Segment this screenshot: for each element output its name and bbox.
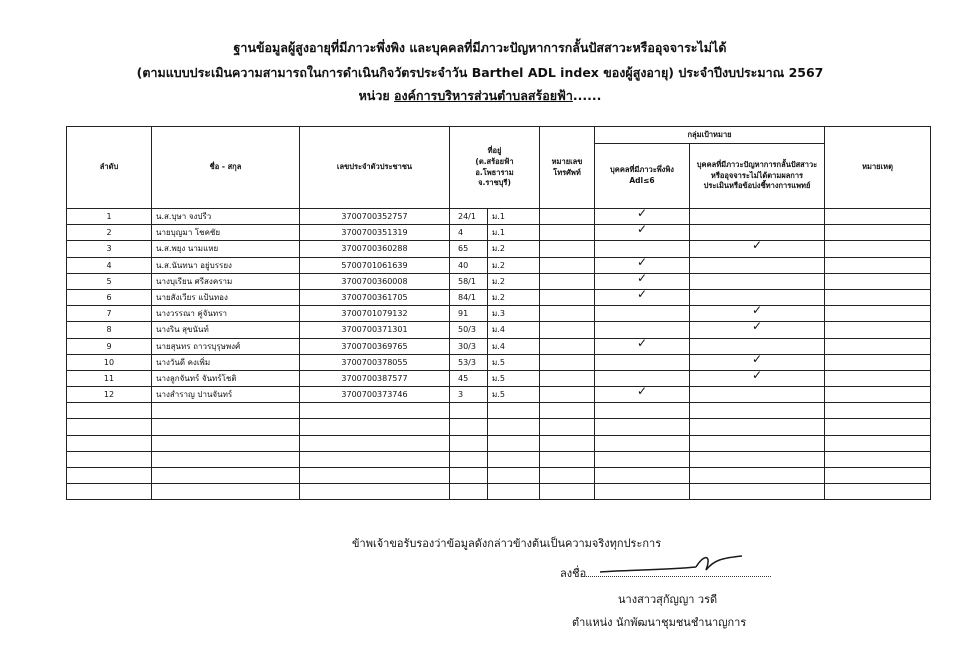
row-house — [450, 484, 488, 500]
row-no: 2 — [67, 225, 152, 241]
row-moo: ม.4 — [488, 338, 540, 354]
row-no — [67, 403, 152, 419]
check-icon: ✓ — [636, 224, 648, 237]
check-icon: ✓ — [751, 305, 763, 318]
row-house — [450, 451, 488, 467]
row-no — [67, 419, 152, 435]
row-dependent-check — [595, 322, 690, 338]
row-moo: ม.2 — [488, 289, 540, 305]
row-id: 3700700371301 — [300, 322, 450, 338]
row-incontinence-check — [690, 451, 825, 467]
row-dependent-check — [595, 370, 690, 386]
row-house: 50/3 — [450, 322, 488, 338]
row-name — [152, 484, 300, 500]
row-phone — [540, 484, 595, 500]
unit-suffix: ...... — [572, 88, 602, 103]
row-moo: ม.2 — [488, 273, 540, 289]
row-id: 3700700352757 — [300, 209, 450, 225]
check-icon: ✓ — [636, 273, 648, 285]
row-phone — [540, 468, 595, 484]
row-remark — [825, 435, 931, 451]
sign-label: ลงชื่อ — [560, 567, 587, 580]
row-incontinence-check — [690, 338, 825, 354]
row-incontinence-check — [690, 225, 825, 241]
row-no: 9 — [67, 338, 152, 354]
row-incontinence-check — [690, 419, 825, 435]
row-house — [450, 435, 488, 451]
row-dependent-check — [595, 451, 690, 467]
row-remark — [825, 257, 931, 273]
row-house: 24/1 — [450, 209, 488, 225]
table-row — [67, 419, 931, 435]
signer-name: นางสาวสุกัญญา วรดี — [618, 593, 718, 606]
row-id: 3700700373746 — [300, 387, 450, 403]
row-phone — [540, 435, 595, 451]
row-phone — [540, 289, 595, 305]
table-row — [67, 257, 931, 273]
table-row — [67, 322, 931, 338]
signature-scribble — [596, 550, 746, 576]
row-name — [152, 435, 300, 451]
row-no: 7 — [67, 306, 152, 322]
row-incontinence-check — [690, 484, 825, 500]
row-name — [152, 468, 300, 484]
row-name: น.ส.บุษา จงปรีว — [152, 209, 300, 225]
row-name: น.ส.นันทนา อยู่บรรยง — [152, 257, 300, 273]
row-remark — [825, 306, 931, 322]
unit-label: หน่วย — [358, 88, 395, 103]
row-dependent-check — [595, 209, 690, 225]
row-remark — [825, 387, 931, 403]
row-name — [152, 451, 300, 467]
row-no: 4 — [67, 257, 152, 273]
row-incontinence-check — [690, 209, 825, 225]
row-incontinence-check — [690, 322, 825, 338]
row-remark — [825, 338, 931, 354]
row-house: 84/1 — [450, 289, 488, 305]
table-row — [67, 338, 931, 354]
header-name: ชื่อ - สกุล — [152, 127, 300, 209]
row-name: นางวรรณา คู่จันทรา — [152, 306, 300, 322]
row-remark — [825, 209, 931, 225]
row-remark — [825, 241, 931, 257]
row-no: 8 — [67, 322, 152, 338]
row-no: 12 — [67, 387, 152, 403]
row-id — [300, 435, 450, 451]
row-remark — [825, 419, 931, 435]
signer-position: ตำแหน่ง นักพัฒนาชุมชนชำนาญการ — [572, 616, 747, 629]
row-phone — [540, 225, 595, 241]
row-house: 40 — [450, 257, 488, 273]
row-incontinence-check — [690, 273, 825, 289]
row-dependent-check — [595, 289, 690, 305]
row-id: 5700701061639 — [300, 257, 450, 273]
row-no: 5 — [67, 273, 152, 289]
row-moo: ม.2 — [488, 241, 540, 257]
row-incontinence-check — [690, 306, 825, 322]
row-id: 3700700369765 — [300, 338, 450, 354]
unit-line — [0, 86, 960, 106]
header-target-group: กลุ่มเป้าหมาย — [595, 127, 825, 144]
check-icon: ✓ — [636, 208, 648, 221]
table-row — [67, 403, 931, 419]
table-row — [67, 435, 931, 451]
row-remark — [825, 370, 931, 386]
row-id: 3700700387577 — [300, 370, 450, 386]
check-icon: ✓ — [751, 354, 763, 366]
table-row — [67, 451, 931, 467]
row-name: นางลูกจันทร์ จันทร์โชติ — [152, 370, 300, 386]
row-name: น.ส.พยุง นามแหย — [152, 241, 300, 257]
check-icon: ✓ — [636, 338, 648, 350]
table-row — [67, 273, 931, 289]
row-no — [67, 435, 152, 451]
row-name: นางริน สุขนันท์ — [152, 322, 300, 338]
certification-text: ข้าพเจ้าขอรับรองว่าข้อมูลดังกล่าวข้างต้นเป็นความจริงทุกประการ — [352, 537, 662, 550]
row-dependent-check — [595, 338, 690, 354]
row-house: 53/3 — [450, 354, 488, 370]
row-dependent-check — [595, 241, 690, 257]
row-dependent-check — [595, 257, 690, 273]
row-phone — [540, 451, 595, 467]
row-name: นางบุเรียน ศรีสงคราม — [152, 273, 300, 289]
row-no: 11 — [67, 370, 152, 386]
row-no: 10 — [67, 354, 152, 370]
row-id: 3700700351319 — [300, 225, 450, 241]
row-incontinence-check — [690, 257, 825, 273]
row-remark — [825, 468, 931, 484]
row-phone — [540, 322, 595, 338]
row-moo — [488, 435, 540, 451]
table-row — [67, 225, 931, 241]
row-moo: ม.4 — [488, 322, 540, 338]
row-incontinence-check — [690, 435, 825, 451]
table-row — [67, 289, 931, 305]
row-id: 3700701079132 — [300, 306, 450, 322]
row-no: 6 — [67, 289, 152, 305]
row-house — [450, 419, 488, 435]
row-phone — [540, 403, 595, 419]
table-row — [67, 241, 931, 257]
row-id: 3700700378055 — [300, 354, 450, 370]
row-phone — [540, 241, 595, 257]
document-subtitle: (ตามแบบประเมินความสามารถในการดำเนินกิจวัตรประจำวัน Barthel ADL index ของผู้สูงอายุ) ประจำปีงบประมาณ 2567 — [136, 65, 824, 80]
row-phone — [540, 306, 595, 322]
document-title: ฐานข้อมูลผู้สูงอายุที่มีภาวะพึ่งพิง และบุคคลที่มีภาวะปัญหาการกลั้นปัสสาวะหรืออุจจาระไม่ได้ — [233, 40, 727, 55]
row-remark — [825, 225, 931, 241]
row-phone — [540, 419, 595, 435]
row-house: 91 — [450, 306, 488, 322]
header-group-incontinence: บุคคลที่มีภาวะปัญหาการกลั้นปัสสาวะ หรืออุจจาระไม่ได้ตามผลการ ประเมินหรือข้อบ่งชี้ทางการแพทย์ — [690, 144, 825, 209]
row-remark — [825, 322, 931, 338]
header-address: ที่อยู่ (ต.สร้อยฟ้า อ.โพธาราม จ.ราชบุรี) — [450, 127, 540, 209]
row-incontinence-check — [690, 468, 825, 484]
header-no: ลำดับ — [67, 127, 152, 209]
row-name — [152, 419, 300, 435]
row-dependent-check — [595, 225, 690, 241]
row-no — [67, 451, 152, 467]
row-house: 45 — [450, 370, 488, 386]
check-icon: ✓ — [751, 321, 763, 334]
row-id — [300, 484, 450, 500]
row-phone — [540, 257, 595, 273]
row-house: 58/1 — [450, 273, 488, 289]
row-phone — [540, 273, 595, 289]
row-house — [450, 403, 488, 419]
row-incontinence-check — [690, 387, 825, 403]
row-remark — [825, 484, 931, 500]
row-phone — [540, 354, 595, 370]
row-name: นายบุญมา โชคชัย — [152, 225, 300, 241]
row-house: 65 — [450, 241, 488, 257]
row-moo: ม.2 — [488, 257, 540, 273]
row-moo — [488, 403, 540, 419]
table-row — [67, 387, 931, 403]
header-id: เลขประจำตัวประชาชน — [300, 127, 450, 209]
row-house: 3 — [450, 387, 488, 403]
check-icon: ✓ — [751, 370, 763, 382]
row-phone — [540, 387, 595, 403]
check-icon: ✓ — [751, 240, 763, 253]
check-icon: ✓ — [636, 257, 648, 269]
row-dependent-check — [595, 306, 690, 322]
row-remark — [825, 273, 931, 289]
row-phone — [540, 370, 595, 386]
row-name: นายสังเวียร แป้นทอง — [152, 289, 300, 305]
row-dependent-check — [595, 419, 690, 435]
row-moo: ม.1 — [488, 225, 540, 241]
row-phone — [540, 338, 595, 354]
row-house: 30/3 — [450, 338, 488, 354]
row-remark — [825, 289, 931, 305]
table-body — [67, 209, 931, 500]
row-dependent-check — [595, 354, 690, 370]
table-row — [67, 306, 931, 322]
unit-name: องค์การบริหารส่วนตำบลสร้อยฟ้า — [394, 88, 573, 103]
row-remark — [825, 451, 931, 467]
header-remark: หมายเหตุ — [825, 127, 931, 209]
row-dependent-check — [595, 484, 690, 500]
header-group-dependent: บุคคลที่มีภาวะพึ่งพิง Adl≤6 — [595, 144, 690, 209]
row-no — [67, 484, 152, 500]
row-moo: ม.3 — [488, 306, 540, 322]
row-incontinence-check — [690, 370, 825, 386]
row-incontinence-check — [690, 354, 825, 370]
row-id — [300, 419, 450, 435]
row-house: 4 — [450, 225, 488, 241]
row-no: 1 — [67, 209, 152, 225]
row-incontinence-check — [690, 289, 825, 305]
header-phone: หมายเลข โทรศัพท์ — [540, 127, 595, 209]
signature-line — [586, 564, 771, 577]
row-no — [67, 468, 152, 484]
row-name: นายสุนทร ถาวรบุรุษพงศ์ — [152, 338, 300, 354]
row-moo — [488, 451, 540, 467]
signature-row — [560, 564, 771, 582]
table-row — [67, 468, 931, 484]
row-moo — [488, 419, 540, 435]
row-moo — [488, 468, 540, 484]
row-name: นางวันดี คงเพิ่ม — [152, 354, 300, 370]
row-dependent-check — [595, 387, 690, 403]
elderly-table — [66, 126, 931, 500]
row-id: 3700700361705 — [300, 289, 450, 305]
table-row — [67, 370, 931, 386]
row-id: 3700700360008 — [300, 273, 450, 289]
row-moo: ม.5 — [488, 370, 540, 386]
row-id — [300, 451, 450, 467]
row-phone — [540, 209, 595, 225]
row-id — [300, 403, 450, 419]
row-dependent-check — [595, 435, 690, 451]
table-row — [67, 209, 931, 225]
check-icon: ✓ — [636, 386, 648, 399]
row-name — [152, 403, 300, 419]
row-moo: ม.5 — [488, 354, 540, 370]
row-remark — [825, 354, 931, 370]
row-id: 3700700360288 — [300, 241, 450, 257]
row-incontinence-check — [690, 403, 825, 419]
row-id — [300, 468, 450, 484]
row-dependent-check — [595, 273, 690, 289]
row-name: นางสำราญ ปานจันทร์ — [152, 387, 300, 403]
row-no: 3 — [67, 241, 152, 257]
row-remark — [825, 403, 931, 419]
check-icon: ✓ — [636, 289, 648, 302]
row-dependent-check — [595, 403, 690, 419]
row-incontinence-check — [690, 241, 825, 257]
row-moo: ม.1 — [488, 209, 540, 225]
row-moo — [488, 484, 540, 500]
row-moo: ม.5 — [488, 387, 540, 403]
table-row — [67, 354, 931, 370]
row-house — [450, 468, 488, 484]
row-dependent-check — [595, 468, 690, 484]
table-row — [67, 484, 931, 500]
